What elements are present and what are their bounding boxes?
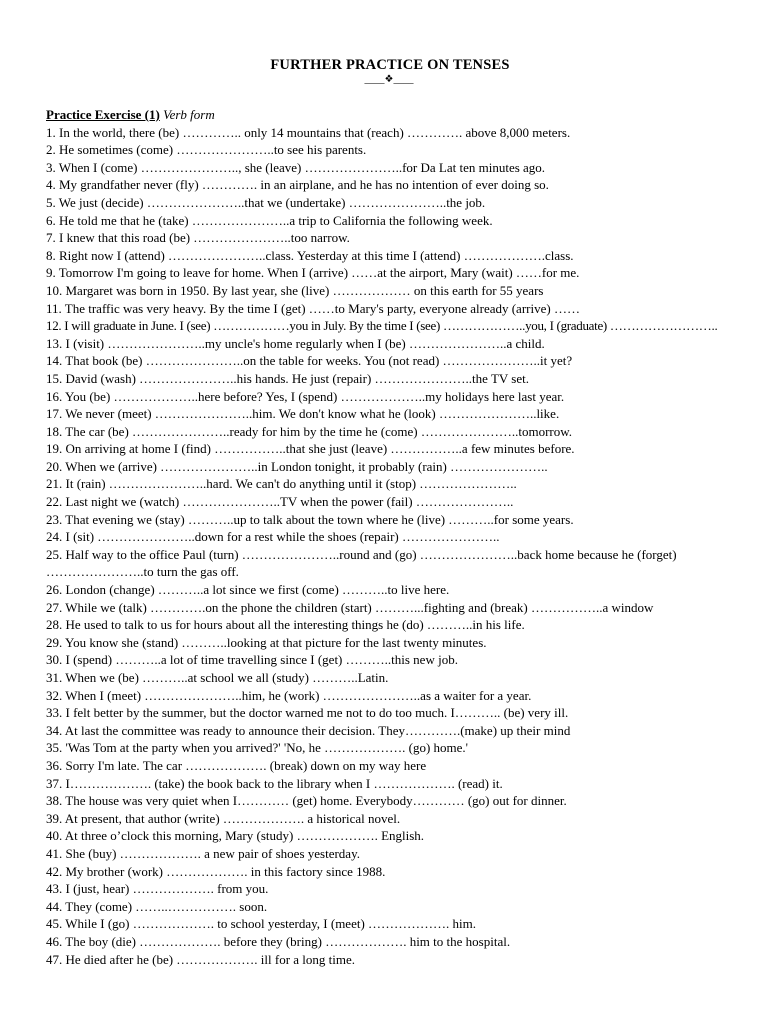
question-item: 33. I felt better by the summer, but the doctor warned me not to do too much. I……….. (be) very ill. (46, 705, 569, 721)
question-item: 23. That evening we (stay) ………..up to talk about the town where he (live) ………..for some years. (46, 511, 574, 527)
question-item: 26. London (change) ………..a lot since we first (come) ………..to live here. (46, 582, 450, 598)
question-item: 40. At three o’clock this morning, Mary (study) ………………. English. (46, 828, 425, 844)
question-item: 35. 'Was Tom at the party when you arrived?' 'No, he ………………. (go) home.' (46, 740, 468, 756)
question-item: 19. On arriving at home I (find) ……………..that she just (leave) ……………..a few minutes before. (46, 441, 575, 457)
question-item: 11. The traffic was very heavy. By the time I (get) ……to Mary's party, everyone already (arrive) …… (46, 300, 580, 316)
question-item: 25. Half way to the office Paul (turn) …………………..round and (go) …………………..back home because he (forget) …………………..to turn the gas off. (46, 546, 677, 580)
question-item: 16. You (be) ………………..here before? Yes, I (spend) ………………..my holidays here last year. (46, 388, 565, 404)
question-item: 17. We never (meet) …………………..him. We don't know what he (look) …………………..like. (46, 406, 560, 422)
question-item: 2. He sometimes (come) …………………..to see his parents. (46, 142, 367, 158)
question-item: 4. My grandfather never (fly) …………. in an airplane, and he has no intention of ever doing so. (46, 177, 549, 193)
question-item: 22. Last night we (watch) …………………..TV when the power (fail) ………………….. (46, 494, 514, 510)
question-item: 30. I (spend) ………..a lot of time travelling since I (get) ………..this new job. (46, 652, 458, 668)
section-label: Practice Exercise (1) (46, 107, 160, 122)
question-item: 29. You know she (stand) ………..looking at that picture for the last twenty minutes. (46, 634, 487, 650)
question-item: 27. While we (talk) ………….on the phone the children (start) ………...fighting and (break) ……………..a window (46, 599, 654, 615)
question-item: 6. He told me that he (take) …………………..a trip to California the following week. (46, 212, 493, 228)
question-item: 43. I (just, hear) ………………. from you. (46, 881, 269, 897)
question-item: 5. We just (decide) …………………..that we (undertake) …………………..the job. (46, 194, 486, 210)
ornament-divider: ____❖____ (364, 74, 414, 85)
question-item: 28. He used to talk to us for hours about all the interesting things he (do) ………..in his life. (46, 617, 525, 633)
question-item: 31. When we (be) ………..at school we all (study) ………..Latin. (46, 670, 389, 685)
page-title: FURTHER PRACTICE ON TENSES (270, 57, 510, 73)
question-item: 36. Sorry I'm late. The car ………………. (break) down on my way here (46, 757, 427, 773)
question-item: 13. I (visit) …………………..my uncle's home regularly when I (be) …………………..a child. (46, 335, 545, 351)
question-item: 24. I (sit) …………………..down for a rest while the shoes (repair) ………………….. (46, 529, 500, 545)
question-item: 41. She (buy) ………………. a new pair of shoes yesterday. (46, 845, 360, 861)
question-item: 9. Tomorrow I'm going to leave for home. When I (arrive) ……at the airport, Mary (wait) ……for me. (46, 265, 580, 281)
question-item: 20. When we (arrive) …………………..in London tonight, it probably (rain) ………………….. (46, 458, 548, 474)
question-item: 46. The boy (die) ………………. before they (bring) ………………. him to the hospital. (46, 933, 511, 949)
question-item: 14. That book (be) …………………..on the table for weeks. You (not read) …………………..it yet? (46, 353, 573, 369)
question-item: 47. He died after he (be) ………………. ill for a long time. (46, 951, 356, 967)
question-item: 42. My brother (work) ………………. in this factory since 1988. (46, 863, 386, 879)
question-item: 32. When I (meet) …………………..him, he (work) …………………..as a waiter for a year. (46, 687, 532, 703)
question-item: 7. I knew that this road (be) …………………..too narrow. (46, 230, 350, 246)
question-item: 18. The car (be) …………………..ready for him by the time he (come) …………………..tomorrow. (46, 423, 573, 439)
question-item: 12. I will graduate in June. I (see) ………………you in July. By the time I (see) ………………..you, I (graduate) …………………….. (46, 318, 718, 334)
worksheet-page (46, 54, 726, 968)
question-item: 44. They (come) ……..……………. soon. (46, 898, 268, 914)
question-item: 10. Margaret was born in 1950. By last year, she (live) ……………… on this earth for 55 years (46, 282, 544, 298)
section-heading (46, 106, 726, 124)
question-item: 37. I………………. (take) the book back to the library when I ………………. (read) it. (46, 775, 503, 791)
question-item: 45. While I (go) ………………. to school yesterday, I (meet) ………………. him. (46, 916, 477, 932)
question-item: 3. When I (come) ………………….., she (leave) …………………..for Da Lat ten minutes ago. (46, 159, 546, 175)
question-item: 39. At present, that author (write) ………………. a historical novel. (46, 810, 401, 826)
question-list (46, 124, 726, 969)
question-item: 21. It (rain) …………………..hard. We can't do anything until it (stop) ………………….. (46, 476, 517, 492)
question-item: 1. In the world, there (be) ………….. only 14 mountains that (reach) …………. above 8,000 meters. (46, 124, 571, 140)
question-item: 15. David (wash) …………………..his hands. He just (repair) …………………..the TV set. (46, 370, 529, 386)
section-subtitle: Verb form (163, 107, 215, 122)
question-item: 8. Right now I (attend) …………………..class. Yesterday at this time I (attend) ……………….class. (46, 247, 574, 263)
question-item: 38. The house was very quiet when I………… (get) home. Everybody………… (go) out for dinner. (46, 793, 567, 809)
question-item: 34. At last the committee was ready to announce their decision. They………….(make) up their mind (46, 722, 571, 738)
